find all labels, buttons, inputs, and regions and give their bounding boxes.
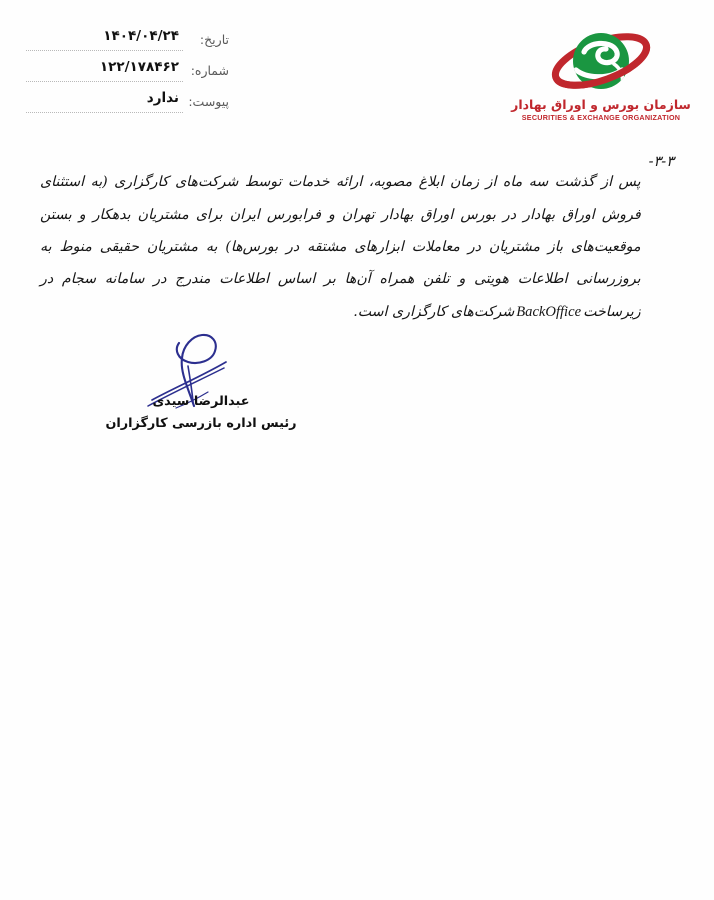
seo-globe-swoosh-logo <box>526 26 676 96</box>
field-attachment-leader <box>26 112 183 113</box>
organization-logo-block <box>506 26 696 122</box>
letter-body <box>40 152 674 343</box>
organization-name-fa: سازمان بورس و اوراق بهادار <box>511 97 691 112</box>
clause-3-3 <box>40 152 674 343</box>
field-date-label: تاریخ: <box>199 32 229 47</box>
field-date <box>26 28 231 59</box>
clause-paragraph <box>40 166 641 329</box>
field-number-value: ۱۲۲/۱۷۸۴۶۲ <box>99 59 179 75</box>
field-attachment-value: ندارد <box>146 90 179 106</box>
field-number-label: شماره: <box>190 63 229 78</box>
letterhead-fields <box>26 28 231 121</box>
field-number-leader <box>26 81 183 82</box>
clause-text-part1: پس از گذشت سه ماه از زمان ابلاغ مصوبه، ارائه خدمات توسط شرکت‌های کارگزاری (به استثنای فروش اوراق بهادار در بورس اوراق بهادار تهران و فرابورس ایران برای مشتریان بدهکار و بستن موقعیت‌های باز مشتریان در معاملات ابزارهای مشتقه در بورس‌ها) به مشتریان حقیقی منوط به بروزرسانی اطلاعات هویتی و تلفن همراه آن‌ها بر اساس اطلاعات مندرج در سامانه سجام در زیرساخت <box>40 174 641 320</box>
organization-name-en: SECURITIES & EXCHANGE ORGANIZATION <box>521 113 681 122</box>
clause-text-part2: شرکت‌های کارگزاری است. <box>353 303 515 320</box>
backoffice-term: BackOffice <box>516 303 582 320</box>
field-attachment-label: پیوست: <box>188 94 229 109</box>
signature-block <box>0 322 714 452</box>
field-number <box>26 59 231 90</box>
clause-number: ۳-۳- <box>648 154 674 170</box>
field-date-leader <box>26 50 183 51</box>
signatory-name: عبدالرضا سیدی <box>152 394 250 409</box>
letterhead <box>0 18 714 138</box>
field-date-value: ۱۴۰۴/۰۴/۲۴ <box>103 28 179 44</box>
signatory-title: رئیس اداره بازرسی کارگزاران <box>105 416 297 431</box>
field-attachment <box>26 90 231 121</box>
